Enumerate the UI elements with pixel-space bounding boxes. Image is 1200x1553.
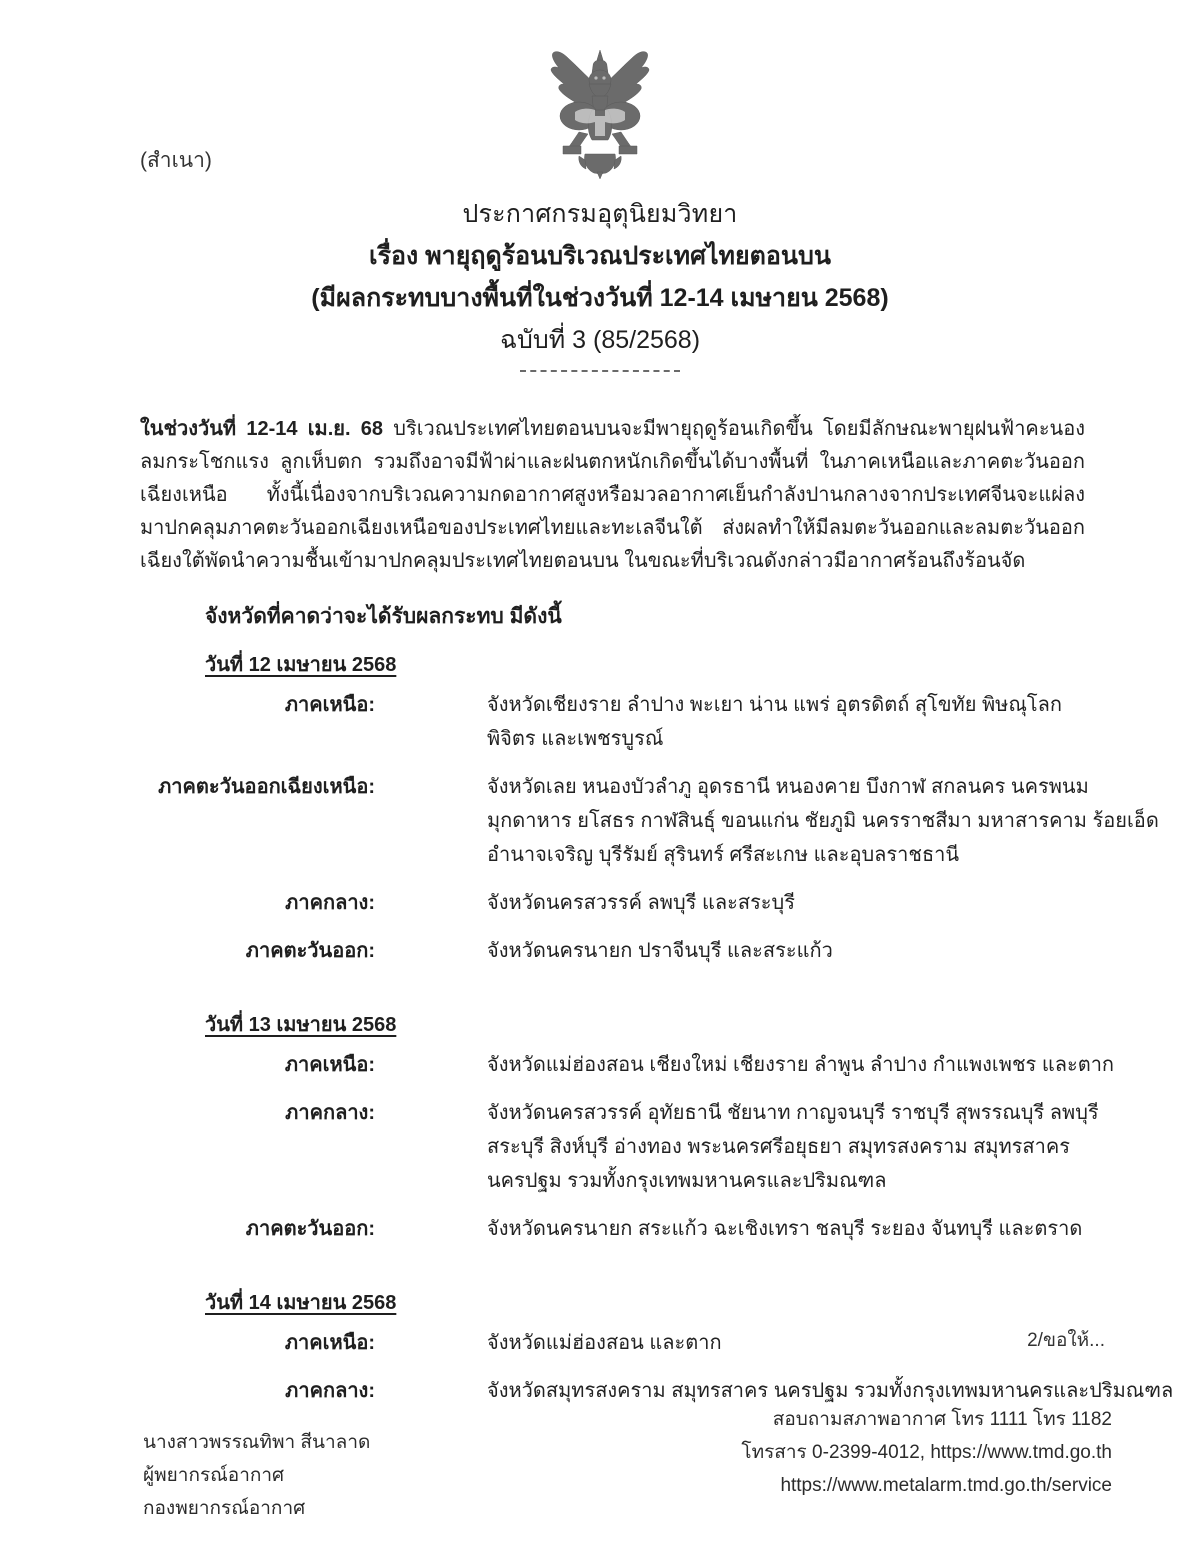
page-continuation-marker: 2/ขอให้... (1027, 1330, 1105, 1351)
region-provinces (487, 886, 1087, 920)
province-line: จังหวัดนครนายก ปราจีนบุรี และสระแก้ว (487, 940, 833, 962)
title-issue-number: ฉบับที่ 3 (85/2568) (499, 326, 701, 354)
title-subject: เรื่อง พายุฤดูร้อนบริเวณประเทศไทยตอนบน (369, 242, 831, 270)
region-label: ภาคเหนือ: (284, 1332, 375, 1354)
region-provinces (487, 1326, 1087, 1360)
region-label: ภาคกลาง: (285, 1380, 375, 1402)
province-line: อำนาจเจริญ บุรีรัมย์ สุรินทร์ ศรีสะเกษ และอุบลราชธานี (487, 844, 960, 866)
title-separator (0, 370, 1200, 372)
body-text: บริเวณประเทศไทยตอนบนจะมีพายุฤดูร้อนเกิดขึ้น โดยมีลักษณะพายุฝนฟ้าคะนอง ลมกระโชกแรง ลูกเห็บตก รวมถึงอาจมีฟ้าผ่าและฝนตกหนักเกิดขึ้นได้บางพื้นที่ ในภาคเหนือและภาคตะวันออกเฉียงเหนือ ทั้งนี้เนื่องจากบริเวณความกดอากาศสูงหรือมวลอากาศเย็นกำลังปานกลางจากประเทศจีนจะแผ่ลงมาปกคลุมภาคตะวันออกเฉียงเหนือของประเทศไทยและทะเลจีนใต้ ส่งผลทำให้มีลมตะวันออกและลมตะวันออกเฉียงใต้พัดนำความชื้นเข้ามาปกคลุมประเทศไทยตอนบน ในขณะที่บริเวณดังกล่าวมีอากาศร้อนถึงร้อนจัด (140, 418, 1086, 572)
region-label: ภาคเหนือ: (284, 694, 375, 716)
garuda-emblem (535, 40, 665, 180)
region-label: ภาคตะวันออก: (245, 940, 375, 962)
province-line: จังหวัดนครสวรรค์ อุทัยธานี ชัยนาท กาญจนบุรี ราชบุรี สุพรรณบุรี ลพบุรี (487, 1102, 1099, 1124)
signature-block (143, 1426, 370, 1525)
impact-heading: จังหวัดที่คาดว่าจะได้รับผลกระทบ มีดังนี้ (205, 605, 562, 628)
title-impact-period: (มีผลกระทบบางพื้นที่ในช่วงวันที่ 12-14 เมษายน 2568) (311, 284, 889, 312)
day-heading: วันที่ 12 เมษายน 2568 (205, 654, 397, 676)
body-paragraph (140, 413, 1085, 578)
contact-service-url-line[interactable]: https://www.metalarm.tmd.go.th/service (780, 1475, 1112, 1496)
contact-fax-website-line[interactable]: โทรสาร 0-2399-4012, https://www.tmd.go.th (741, 1442, 1112, 1463)
contact-phone-line: สอบถามสภาพอากาศ โทร 1111 โทร 1182 (772, 1409, 1112, 1430)
title-block (0, 193, 1200, 361)
day-heading: วันที่ 13 เมษายน 2568 (205, 1014, 397, 1036)
province-line: จังหวัดแม่ฮ่องสอน เชียงใหม่ เชียงราย ลำพูน ลำปาง กำแพงเพชร และตาก (487, 1054, 1115, 1076)
region-label: ภาคเหนือ: (284, 1054, 375, 1076)
body-lead: ในช่วงวันที่ 12-14 เม.ย. 68 (140, 418, 384, 440)
province-line: จังหวัดนครนายก สระแก้ว ฉะเชิงเทรา ชลบุรี ระยอง จันทบุรี และตราด (487, 1218, 1083, 1240)
page-title: ประกาศกรมอุตุนิยมวิทยา (462, 200, 738, 228)
region-label: ภาคตะวันออก: (245, 1218, 375, 1240)
region-provinces (487, 688, 1087, 756)
province-line: สระบุรี สิงห์บุรี อ่างทอง พระนครศรีอยุธยา สมุทรสงคราม สมุทรสาคร (487, 1136, 1070, 1158)
province-line: จังหวัดเลย หนองบัวลำภู อุดรธานี หนองคาย บึงกาฬ สกลนคร นครพนม (487, 776, 1089, 798)
separator-line (520, 370, 680, 372)
copy-stamp: (สำเนา) (140, 149, 212, 172)
region-provinces (487, 1212, 1087, 1246)
region-label: ภาคกลาง: (285, 892, 375, 914)
region-label: ภาคตะวันออกเฉียงเหนือ: (158, 776, 375, 798)
day-heading: วันที่ 14 เมษายน 2568 (205, 1292, 397, 1314)
region-label: ภาคกลาง: (285, 1102, 375, 1124)
province-line: จังหวัดนครสวรรค์ ลพบุรี และสระบุรี (487, 892, 795, 914)
province-line: มุกดาหาร ยโสธร กาฬสินธุ์ ขอนแก่น ชัยภูมิ นครราชสีมา มหาสารคาม ร้อยเอ็ด (487, 810, 1159, 832)
signer-division: กองพยากรณ์อากาศ (143, 1498, 306, 1519)
signer-title: ผู้พยากรณ์อากาศ (143, 1465, 285, 1486)
signer-name: นางสาวพรรณทิพา สีนาลาด (143, 1432, 371, 1453)
region-provinces (487, 1048, 1115, 1082)
region-provinces (487, 934, 1087, 968)
region-provinces (487, 1096, 1099, 1198)
province-line: นครปฐม รวมทั้งกรุงเทพมหานครและปริมณฑล (487, 1170, 887, 1192)
province-line: จังหวัดสมุทรสงคราม สมุทรสาคร นครปฐม รวมทั้งกรุงเทพมหานครและปริมณฑล (487, 1380, 1174, 1402)
contact-block (741, 1403, 1112, 1502)
region-provinces (487, 770, 1159, 872)
province-line: จังหวัดเชียงราย ลำปาง พะเยา น่าน แพร่ อุตรดิตถ์ สุโขทัย พิษณุโลก (487, 694, 1063, 716)
province-line: จังหวัดแม่ฮ่องสอน และตาก (487, 1332, 722, 1354)
province-line: พิจิตร และเพชรบูรณ์ (487, 728, 664, 750)
